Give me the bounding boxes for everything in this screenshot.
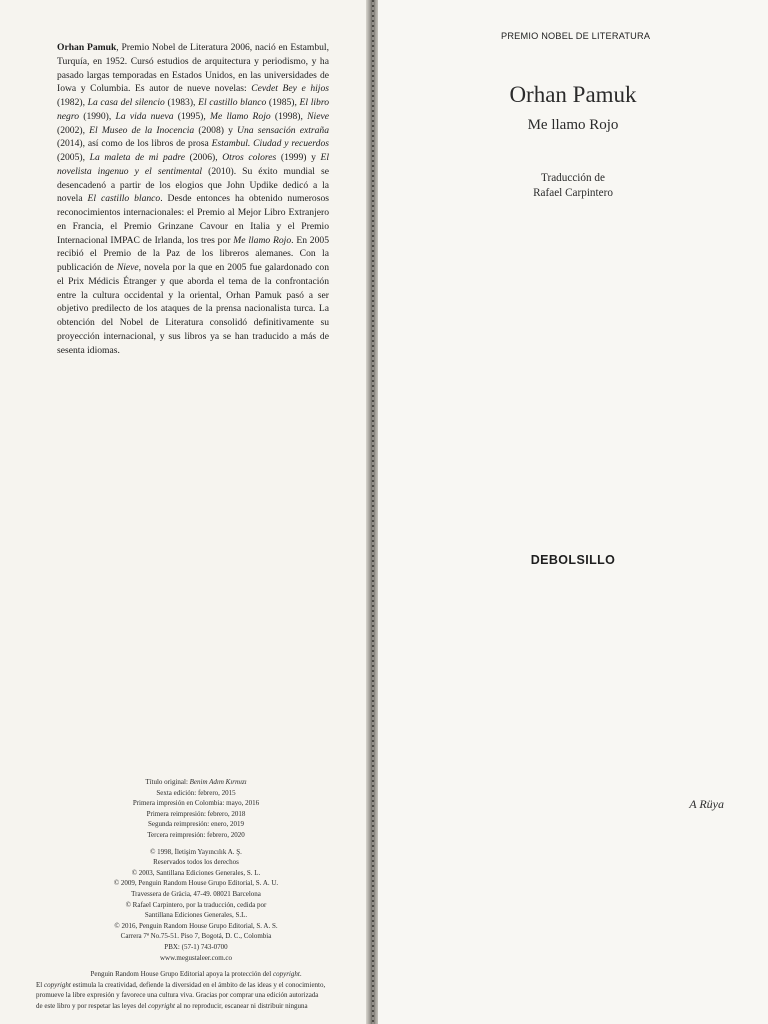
- book-gutter-shadow: [372, 0, 374, 1024]
- legal-text: .: [299, 970, 302, 979]
- bio-text: (2008) y: [194, 124, 238, 136]
- original-title: Benim Adım Kırmızı: [189, 778, 247, 786]
- legal-text: estimula la creatividad, defiende la diversidad en el ámbito de las ideas y el conocimiento,: [70, 980, 326, 989]
- legal-line: [36, 969, 356, 980]
- bio-author-name: Orhan Pamuk: [57, 42, 117, 53]
- bio-text: (2005),: [57, 152, 90, 163]
- bio-book-title: El castillo blanco: [87, 193, 161, 205]
- edition-line: Primera reimpresión: febrero, 2018: [146, 809, 246, 818]
- bio-book-title: Me llamo Rojo: [209, 110, 271, 122]
- rights-line: © 1998, İletişim Yayıncılık A. Ş.: [150, 847, 242, 856]
- rights-line: © Rafael Carpintero, por la traducción, cedida por: [125, 900, 267, 909]
- bio-text: , novela por la que en 2005 fue galardonado con el Prix Médicis Étranger y que aborda el tema de la confrontación entre la cultura occidental y la oriental, Orhan Pamuk pasó a ser objetivo predilecto de los ataques de la prensa nacionalista turca. La obtención del Nobel de Literatura consolidó definitivamente su proyección internacional, y sus libros ya se han traducido a más de sesenta idiomas.: [57, 262, 329, 356]
- right-page: [378, 0, 768, 1024]
- dedication: A Rüya: [689, 797, 724, 811]
- rights-line: © 2003, Santillana Ediciones Generales, S. L.: [131, 868, 261, 877]
- bio-text: (2010). Su éxito mundial se desencadenó a partir de los elogios que John Updike dedicó a la novela: [57, 165, 329, 205]
- bio-text: (1985),: [266, 97, 300, 108]
- bio-book-title: La casa del silencio: [87, 97, 165, 108]
- edition-line: Tercera reimpresión: febrero, 2020: [147, 830, 245, 839]
- translation-label: Traducción de: [541, 172, 605, 184]
- legal-italic: copyright: [43, 980, 71, 989]
- translation-credit: [378, 171, 768, 201]
- bio-text: (1983),: [164, 97, 199, 108]
- publisher-logo: DEBOLSILLO: [530, 553, 616, 567]
- edition-line: Segunda reimpresión: enero, 2019: [147, 820, 245, 829]
- rights-line: Reservados todos los derechos: [153, 858, 239, 867]
- bio-book-title: La vida nueva: [115, 110, 174, 122]
- original-title-line: [36, 777, 356, 788]
- bio-text: (1998),: [270, 110, 308, 122]
- bio-text: (2006),: [185, 152, 223, 163]
- original-title-label: Título original:: [145, 778, 190, 786]
- copyright-imprint: [36, 777, 356, 1011]
- rights-line: Carrera 7ª No.75-51. Piso 7, Bogotá, D. C., Colombia: [120, 932, 272, 941]
- book-title: Me llamo Rojo: [527, 117, 619, 133]
- rights-line: © 2016, Penguin Random House Grupo Editorial, S. A. S.: [114, 921, 278, 930]
- publisher-website: www.megustaleer.com.co: [159, 953, 233, 962]
- rights-line: © 2009, Penguin Random House Grupo Editorial, S. A. U.: [113, 879, 279, 888]
- bio-text: (1995),: [173, 110, 210, 122]
- bio-book-title: El castillo blanco: [198, 97, 267, 108]
- bio-book-title: Nieve: [307, 110, 329, 122]
- bio-book-title: Cevdet Bey e hijos: [251, 83, 329, 95]
- author-name: Orhan Pamuk: [509, 82, 637, 107]
- legal-line: [36, 980, 356, 991]
- translator-name: Rafael Carpintero: [533, 187, 613, 199]
- bio-book-title: El novelista ingenuo y el sentimental: [57, 152, 330, 177]
- rights-line: PBX: (57-1) 743-0700: [164, 942, 228, 951]
- legal-text: al no reproducir, escanear ni distribuir ninguna: [174, 1001, 308, 1010]
- bio-book-title: Estambul. Ciudad y recuerdos: [211, 138, 329, 150]
- rights-line: Santillana Ediciones Generales, S.L.: [144, 911, 248, 920]
- legal-text: de este libro y por respetar las leyes del: [36, 1001, 149, 1010]
- bio-text: . En 2005 recibió el Premio de la Paz de los libreros alemanes. Con la publicación de: [57, 234, 329, 273]
- bio-text: (2014), así como de los libros de prosa: [57, 138, 212, 150]
- legal-line: [36, 1001, 356, 1012]
- bio-book-title: Una sensación extraña: [237, 124, 330, 136]
- bio-text: (1982),: [57, 97, 88, 108]
- bio-book-title: La maleta de mi padre: [89, 152, 186, 163]
- legal-italic: copyright: [272, 970, 300, 979]
- bio-book-title: Me llamo Rojo: [233, 234, 292, 246]
- legal-italic: copyright: [148, 1001, 175, 1010]
- bio-text: (2002),: [57, 124, 90, 136]
- edition-line: Primera impresión en Colombia: mayo, 2016: [132, 799, 260, 808]
- rights-line: Travessera de Gràcia, 47-49. 08021 Barcelona: [131, 889, 261, 898]
- left-page: [0, 0, 370, 1024]
- legal-text: Penguin Random House Grupo Editorial apoya la protección del: [90, 970, 273, 979]
- bio-book-title: Otros colores: [222, 152, 277, 163]
- bio-book-title: Nieve: [116, 262, 139, 273]
- bio-text: . Desde entonces ha obtenido numerosos reconocimientos internacionales: el Premio al Mejor Libro Extranjero en Francia, el Premio Grinzane Cavour en Italia y el Premio Internacional IMPAC de Irlanda, los tres por: [57, 193, 329, 246]
- bio-book-title: El Museo de la Inocencia: [89, 124, 195, 136]
- bio-text: , Premio Nobel de Literatura 2006, nació en Estambul, Turquía, en 1952. Cursó estudios de arquitectura y periodismo, y ha pasado largas temporadas en Estados Unidos, en las universidades de Iowa y Columbia. Es autor de nueve novelas:: [57, 42, 329, 95]
- legal-line: promueve la libre expresión y favorece una cultura viva. Gracias por comprar una edición autorizada: [36, 991, 319, 1000]
- bio-text: (1990),: [79, 110, 116, 122]
- legal-text: El: [36, 980, 44, 989]
- series-label: PREMIO NOBEL DE LITERATURA: [501, 31, 651, 41]
- bio-text: (1999) y: [276, 152, 321, 163]
- bio-book-title: El libro negro: [57, 97, 329, 122]
- edition-line: Sexta edición: febrero, 2015: [156, 788, 236, 797]
- author-biography: [57, 41, 329, 357]
